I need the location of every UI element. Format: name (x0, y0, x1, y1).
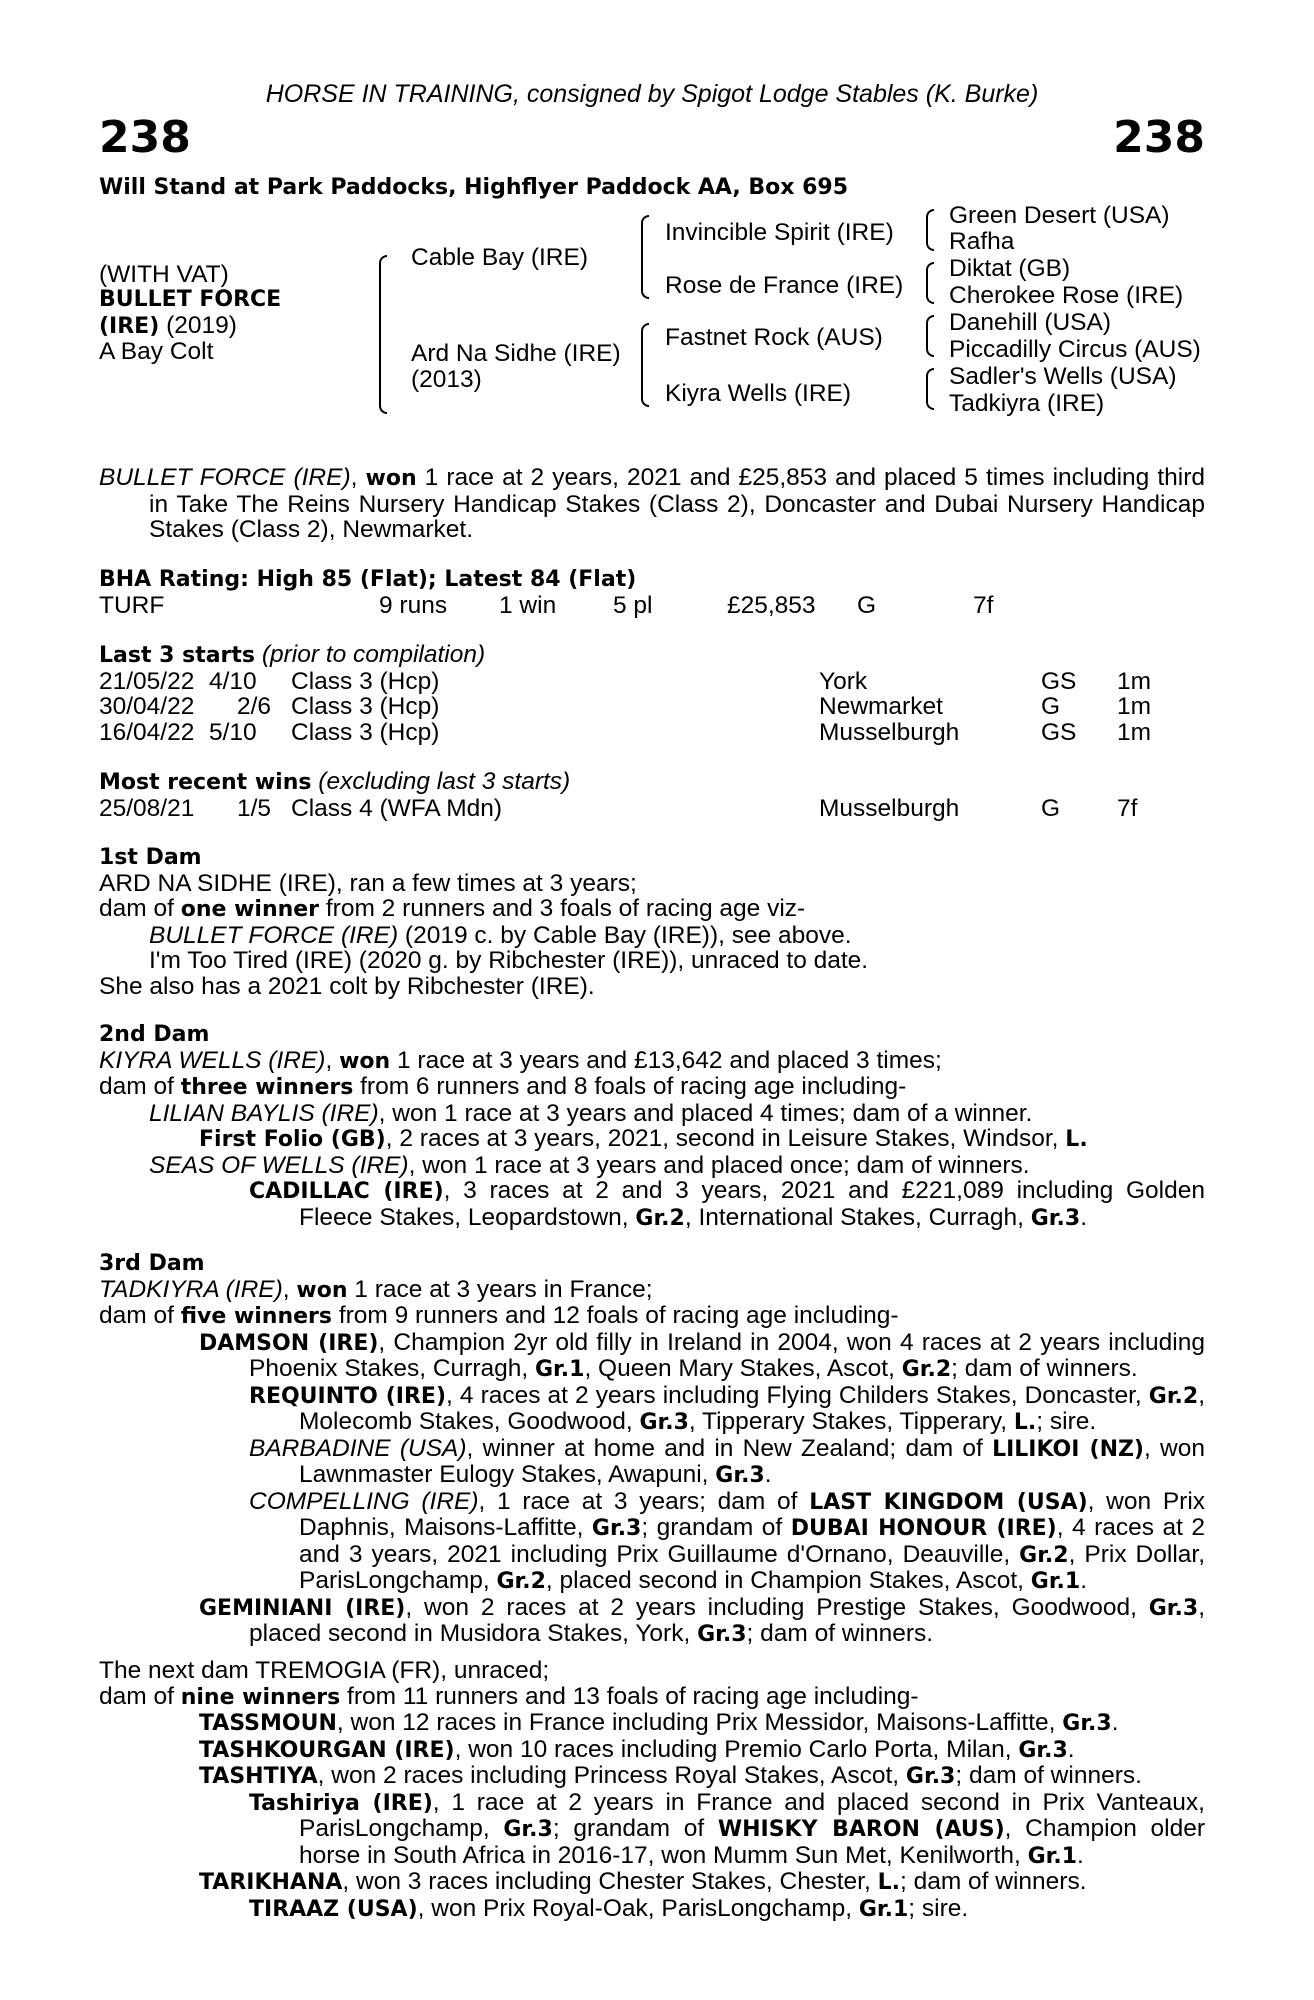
sss: Green Desert (USA) (949, 202, 1170, 229)
produce-name: First Folio (GB) (199, 1127, 386, 1152)
produce-entry: I'm Too Tired (IRE) (2020 g. by Ribchester (IRE)), unraced to date. (149, 947, 869, 974)
produce-entry (99, 1153, 1205, 1179)
sdd: Cherokee Rose (IRE) (949, 282, 1184, 309)
text: , 4 races at 2 years including Flying Childers Stakes, Doncaster, (446, 1381, 1149, 1409)
text: , 2 races at 3 years, 2021, second in Leisure Stakes, Windsor, (385, 1125, 1066, 1152)
text: from 2 runners and 3 foals of racing age viz- (319, 895, 806, 922)
start-class: Class 3 (Hcp) (291, 667, 440, 695)
sire-dam: Rose de France (IRE) (665, 272, 904, 299)
brace-ss (926, 209, 934, 251)
third-dam-produce-line (99, 1303, 1205, 1330)
summary-section (99, 465, 1205, 543)
produce-entry (99, 1790, 1205, 1870)
winner-count: three winners (180, 1075, 354, 1100)
dam: Ard Na Sidhe (IRE) (411, 340, 621, 367)
stand-location: Will Stand at Park Paddocks, Highflyer Paddock AA, Box 695 (99, 175, 849, 200)
start-position: 4/10 (209, 667, 257, 695)
summary-text: 1 race at 2 years, 2021 and £25,853 and placed 5 times including third in Take The Reins Nursery Handicap Stakes (Class 2), Doncaster and Dubai Nursery Handicap Stakes (Class 2), Newmarket. (149, 464, 1205, 543)
produce-entry (99, 1595, 1205, 1648)
lot-number-left: 238 (99, 112, 191, 163)
text: from 6 runners and 8 foals of racing age including- (353, 1073, 907, 1100)
start-going: GS (1041, 718, 1077, 746)
brace-dam (641, 323, 649, 407)
start-date: 16/04/22 (99, 718, 195, 746)
grade: Gr.3 (1148, 1595, 1199, 1621)
brace-ds (926, 315, 934, 357)
recent-wins-heading: Most recent wins (99, 770, 312, 795)
rating-prize: £25,853 (727, 591, 816, 619)
text: , won 2 races at 2 years including Prestige Stakes, Goodwood, (405, 1593, 1149, 1621)
grade: Gr.3 (715, 1463, 765, 1488)
won-label: won (296, 1277, 348, 1303)
produce-entry (99, 1101, 1205, 1127)
recent-win-row (99, 796, 1205, 822)
text: , placed second in Musidora Stakes, York, (249, 1593, 1205, 1647)
lot-number-right: 238 (1113, 112, 1205, 163)
start-going: GS (1041, 667, 1077, 695)
start-course: Newmarket (819, 693, 943, 720)
ssd: Rafha (949, 228, 1015, 255)
text: , Prix Dollar, ParisLongchamp, (299, 1540, 1205, 1594)
win-going: G (1041, 794, 1061, 822)
grade: Gr.3 (591, 1516, 642, 1541)
text: , won 2 races including Princess Royal Stakes, Ascot, (317, 1762, 906, 1789)
horse-name-line2 (99, 313, 237, 340)
win-course: Musselburgh (819, 794, 960, 822)
horse-description: A Bay Colt (99, 338, 214, 365)
text: , won 12 races in France including Prix Messidor, Maisons-Laffitte, (336, 1709, 1063, 1736)
produce-entry (99, 1489, 1205, 1595)
dss: Danehill (USA) (949, 309, 1112, 336)
grade: Gr.1 (1027, 1843, 1077, 1869)
text: 1 race at 3 years and £13,642 and placed 3 times; (390, 1046, 942, 1074)
produce-name: TASHKOURGAN (IRE) (199, 1737, 455, 1763)
second-dam-line (99, 1048, 1205, 1075)
text: , Champion 2yr old filly in Ireland in 2004, won 4 races at 2 years including Phoenix Stakes, Curragh, (249, 1328, 1205, 1382)
produce-entry (99, 1178, 1205, 1231)
produce-name: REQUINTO (IRE) (249, 1383, 447, 1409)
text: . (1080, 1203, 1087, 1231)
text: ; sire. (908, 1894, 969, 1922)
recent-wins-section (99, 769, 1205, 821)
text: 1 race at 3 years in France; (347, 1275, 653, 1303)
produce-entry (99, 1869, 1205, 1896)
text: , won Lawnmaster Eulogy Stakes, Awapuni, (299, 1434, 1205, 1488)
third-dam-section (99, 1251, 1205, 1648)
produce-entry (99, 1436, 1205, 1489)
brace-sire (641, 215, 649, 299)
text: (2019 c. by Cable Bay (IRE)), see above. (398, 921, 852, 949)
start-position: 2/6 (237, 693, 272, 720)
sire-sire: Invincible Spirit (IRE) (665, 219, 894, 246)
text: ; grandam of (552, 1815, 718, 1842)
grade: Gr.2 (496, 1569, 546, 1594)
summary-won: won (365, 466, 417, 491)
dsd: Piccadilly Circus (AUS) (949, 336, 1201, 363)
brace-main (379, 255, 387, 414)
start-distance: 1m (1117, 693, 1152, 720)
produce-entry (99, 1763, 1205, 1790)
last3-row (99, 720, 1205, 746)
text: , won 1 race at 3 years and placed 4 times; dam of a winner. (378, 1099, 1033, 1127)
produce-name: TASHTIYA (199, 1764, 318, 1789)
second-dam-section (99, 1022, 1205, 1231)
grade: Gr.3 (1018, 1737, 1068, 1763)
produce-name: WHISKY BARON (AUS) (717, 1817, 1005, 1842)
produce-entry (99, 923, 1205, 949)
produce-entry (99, 1383, 1205, 1436)
sire: Cable Bay (IRE) (411, 244, 589, 271)
produce-entry (99, 1126, 1205, 1153)
ddd: Tadkiyra (IRE) (949, 390, 1105, 417)
start-going: G (1041, 693, 1061, 720)
dam-sire: Fastnet Rock (AUS) (665, 324, 883, 351)
produce-name: Tashiriya (IRE) (249, 1790, 433, 1816)
first-dam-note: She also has a 2021 colt by Ribchester (IRE). (99, 972, 595, 1000)
start-date: 30/04/22 (99, 693, 195, 720)
start-position: 5/10 (209, 718, 257, 746)
win-class: Class 4 (WFA Mdn) (291, 794, 503, 822)
grade: Gr.3 (1062, 1711, 1112, 1736)
next-dam-produce-line (99, 1684, 1205, 1711)
grade: Gr.3 (697, 1622, 747, 1647)
text: , won Prix Royal-Oak, ParisLongchamp, (417, 1894, 859, 1922)
grade: Gr.3 (503, 1817, 553, 1842)
dds: Sadler's Wells (USA) (949, 363, 1177, 390)
produce-name: TASSMOUN (199, 1711, 337, 1736)
grade: Gr.1 (858, 1896, 909, 1922)
winner-count: one winner (180, 897, 320, 922)
text: , 1 race at 3 years; dam of (478, 1487, 810, 1515)
grade: Gr.2 (901, 1357, 952, 1382)
produce-name: LAST KINGDOM (USA) (809, 1489, 1088, 1515)
text: , (325, 1046, 340, 1074)
produce-name: TIRAAZ (USA) (249, 1896, 418, 1922)
text: . (1080, 1567, 1088, 1594)
dam-name: KIYRA WELLS (IRE) (99, 1046, 326, 1074)
last3-heading: Last 3 starts (99, 643, 256, 668)
text: , won 1 race at 3 years and placed once; dam of winners. (408, 1151, 1030, 1179)
grade: Gr.1 (535, 1357, 585, 1382)
horse-country: (IRE) (99, 314, 160, 339)
rating-going: G (857, 591, 877, 619)
rating-heading: BHA Rating: High 85 (Flat); Latest 84 (Flat) (99, 567, 637, 592)
grade: Gr.2 (1148, 1383, 1199, 1409)
text: , won Prix Daphnis, Maisons-Laffitte, (299, 1487, 1206, 1541)
text: . (1111, 1709, 1119, 1736)
text: , Molecomb Stakes, Goodwood, (299, 1381, 1206, 1435)
grade: Gr.2 (635, 1205, 685, 1231)
text: , International Stakes, Curragh, (684, 1203, 1031, 1231)
dam-year: (2013) (411, 366, 482, 393)
start-date: 21/05/22 (99, 667, 195, 695)
start-course: Musselburgh (819, 718, 960, 746)
start-course: York (819, 667, 868, 695)
brace-sd (926, 262, 934, 304)
dam-dam: Kiyra Wells (IRE) (665, 380, 852, 407)
win-distance: 7f (1117, 794, 1138, 822)
text: . (764, 1461, 772, 1488)
produce-name: BARBADINE (USA) (249, 1434, 467, 1462)
start-class: Class 3 (Hcp) (291, 718, 440, 746)
next-dam-section (99, 1658, 1205, 1922)
produce-entry (99, 1330, 1205, 1383)
grade: Gr.2 (1019, 1542, 1069, 1568)
text: ; sire. (1036, 1408, 1097, 1435)
text: , winner at home and in New Zealand; dam of (466, 1434, 993, 1462)
text: ; dam of winners. (899, 1868, 1087, 1895)
text: dam of (99, 1682, 181, 1710)
first-dam-produce-line (99, 896, 1205, 923)
grade: Gr.1 (1030, 1569, 1081, 1594)
dam-name: TADKIYRA (IRE) (99, 1275, 283, 1303)
rating-wins: 1 win (499, 591, 557, 619)
won-label: won (339, 1048, 391, 1074)
produce-entry (99, 1896, 1205, 1923)
recent-wins-heading-line (99, 769, 1205, 796)
start-distance: 1m (1117, 718, 1152, 746)
recent-wins-note: (excluding last 3 starts) (318, 768, 571, 795)
last3-row (99, 669, 1205, 695)
text: from 11 runners and 13 foals of racing age including- (340, 1682, 919, 1710)
text: dam of (99, 1302, 181, 1329)
last3-heading-line (99, 642, 1205, 669)
produce-name: SEAS OF WELLS (IRE) (149, 1151, 409, 1179)
first-dam-line: ARD NA SIDHE (IRE), ran a few times at 3 years; (99, 869, 637, 897)
text: , placed second in Champion Stakes, Ascot, (545, 1567, 1031, 1594)
text: dam of (99, 1073, 181, 1100)
grade: L. (1013, 1410, 1037, 1435)
grade: Gr.3 (639, 1410, 689, 1435)
rating-runs: 9 runs (379, 591, 448, 619)
text: ; dam of winners. (955, 1762, 1142, 1789)
produce-name: TARIKHANA (199, 1870, 343, 1895)
win-position: 1/5 (237, 794, 272, 822)
brace-dd (926, 368, 934, 410)
grade: L. (1065, 1127, 1088, 1152)
next-dam-line: The next dam TREMOGIA (FR), unraced; (99, 1657, 550, 1684)
produce-name: DUBAI HONOUR (IRE) (790, 1516, 1057, 1541)
text: dam of (99, 895, 181, 922)
text: ; dam of winners. (951, 1355, 1138, 1382)
summary-paragraph: BULLET FORCE (IRE), won 1 race at 2 years, 2021 and £25,853 and placed 5 times including third in Take The Reins Nursery Handicap Stakes (Class 2), Doncaster and Dubai Nursery Handicap Stakes (Class 2), Newmarket. (99, 464, 1205, 543)
grade: L. (877, 1870, 900, 1895)
third-dam-line (99, 1277, 1205, 1304)
third-dam-heading: 3rd Dam (99, 1251, 205, 1276)
rating-placed: 5 pl (613, 591, 653, 619)
rating-surface: TURF (99, 591, 165, 619)
produce-name: GEMINIANI (IRE) (199, 1595, 406, 1621)
rating-distance: 7f (973, 591, 994, 619)
produce-name: CADILLAC (IRE) (249, 1179, 444, 1204)
text: . (1077, 1841, 1084, 1869)
text: ; dam of winners. (746, 1620, 934, 1647)
second-dam-heading: 2nd Dam (99, 1022, 210, 1047)
text: , Tipperary Stakes, Tipperary, (688, 1408, 1014, 1435)
horse-year: (2019) (166, 312, 237, 339)
rating-section (99, 567, 1205, 618)
text: ; grandam of (641, 1514, 791, 1541)
produce-name: COMPELLING (IRE) (249, 1487, 479, 1515)
text: . (1067, 1735, 1075, 1763)
text: , Champion older horse in South Africa in 2016-17, won Mumm Sun Met, Kenilworth, (299, 1815, 1206, 1869)
winner-count: nine winners (180, 1684, 341, 1710)
sds: Diktat (GB) (949, 255, 1071, 282)
summary-horse: BULLET FORCE (IRE) (99, 464, 351, 491)
pedigree-table (99, 202, 1205, 430)
start-class: Class 3 (Hcp) (291, 693, 440, 720)
produce-entry (99, 1710, 1205, 1737)
last3-note: (prior to compilation) (261, 641, 486, 668)
text: , won 10 races including Premio Carlo Porta, Milan, (454, 1735, 1019, 1763)
text: , 1 race at 2 years in France and placed second in Prix Vanteaux, ParisLongchamp, (299, 1788, 1205, 1842)
horse-name: BULLET FORCE (99, 287, 282, 312)
produce-name: BULLET FORCE (IRE) (149, 921, 399, 949)
first-dam-section (99, 845, 1205, 999)
produce-name: LILIAN BAYLIS (IRE) (149, 1099, 379, 1127)
text: , won 3 races including Chester Stakes, Chester, (342, 1868, 878, 1895)
second-dam-produce-line (99, 1074, 1205, 1101)
produce-entry (99, 1737, 1205, 1764)
grade: Gr.3 (905, 1764, 956, 1789)
text: , 3 races at 2 and 3 years, 2021 and £221,089 including Golden Fleece Stakes, Leopardstown, (299, 1177, 1205, 1231)
text: , (282, 1275, 297, 1303)
text: , Queen Mary Stakes, Ascot, (584, 1355, 902, 1382)
horse-vat: (WITH VAT) (99, 261, 229, 288)
text: , 4 races at 2 and 3 years, 2021 including Prix Guillaume d'Ornano, Deauville, (299, 1514, 1205, 1568)
last3-row (99, 694, 1205, 720)
produce-name: LILIKOI (NZ) (992, 1436, 1144, 1462)
start-distance: 1m (1117, 667, 1152, 695)
grade: Gr.3 (1030, 1205, 1081, 1231)
first-dam-heading: 1st Dam (99, 845, 202, 870)
produce-name: DAMSON (IRE) (199, 1330, 379, 1356)
win-date: 25/08/21 (99, 794, 195, 822)
last3-section (99, 642, 1205, 745)
rating-row (99, 593, 1205, 619)
consignor-line: HORSE IN TRAINING, consigned by Spigot Lodge Stables (K. Burke) (265, 80, 1039, 108)
winner-count: five winners (180, 1304, 333, 1329)
text: from 9 runners and 12 foals of racing age including- (332, 1302, 899, 1329)
